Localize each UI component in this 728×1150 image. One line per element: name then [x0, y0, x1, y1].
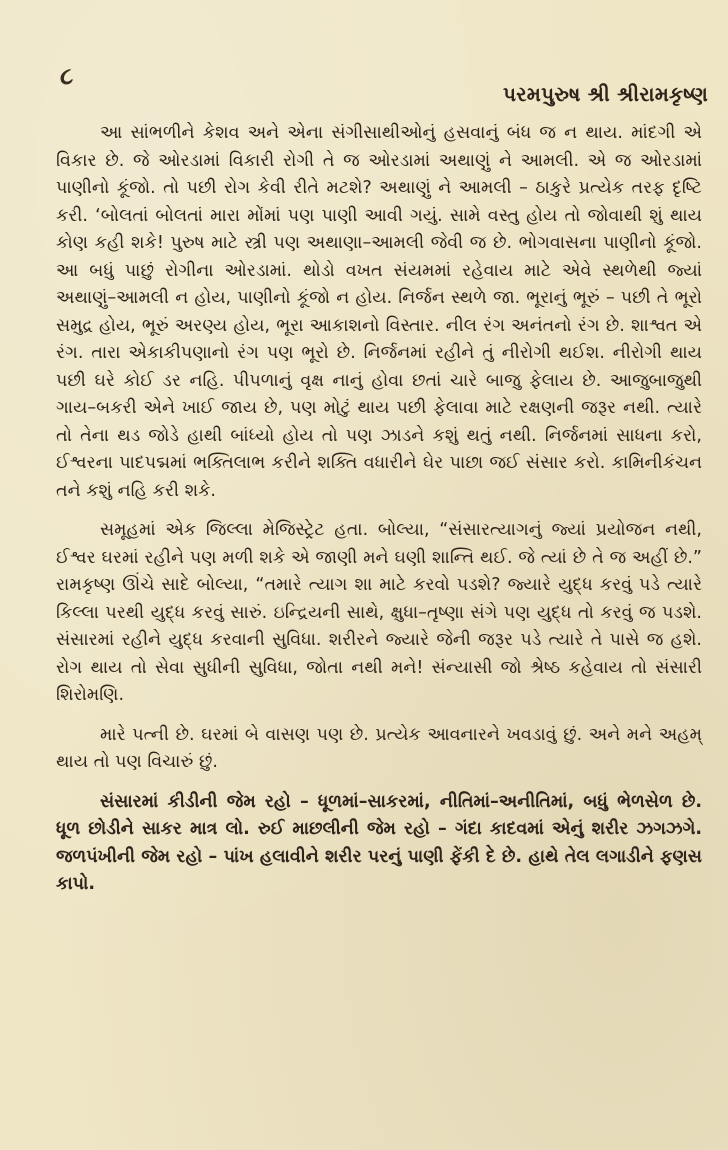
paragraph-2: સમૂહમાં એક જિલ્લા મેજિસ્ટ્રેટ હતા. બોલ્યા, “સંસારત્યાગનું જ્યાં પ્રયોજન નથી, ઈશ્વર ઘરમાં રહીને પણ મળી શકે એ જાણી મને ઘણી શાન્તિ થઈ. જે ત્યાં છે તે જ અહીં છે.” રામકૃષ્ણ ઊંચે સાદે બોલ્યા, “તમારે ત્યાગ શા માટે કરવો પડશે? જ્યારે યુદ્ધ કરવું પડે ત્યારે કિલ્લા પરથી યુદ્ધ કરવું સારું. ઇન્દ્રિયની સાથે, ક્ષુધા–તૃષ્ણા સંગે પણ યુદ્ધ તો કરવું જ પડશે. સંસારમાં રહીને યુદ્ધ કરવાની સુવિધા. શરીરને જ્યારે જેની જરૂર પડે ત્યારે તે પાસે જ હશે. રોગ થાય તો સેવા સુધીની સુવિધા, જોતા નથી મને! સંન્યાસી જો શ્રેષ્ઠ કહેવાય તો સંસારી શિરોમણિ.: [56, 520, 703, 705]
paragraph-4: સંસારમાં કીડીની જેમ રહો – ધૂળમાં–સાકરમાં, નીતિમાં–અનીતિમાં, બધું ભેળસેળ છે. ધૂળ છોડીને સાકર માત્ર લો. રુઈ માછલીની જેમ રહો – ગંદા કાદવમાં એનું શરીર ઝગઝગે. જળપંખીની જેમ રહો – પાંખ હલાવીને શરીર પરનું પાણી ફેંકી દે છે. હાથે તેલ લગાડીને ફણસ કાપો.: [56, 791, 702, 894]
page-body: [56, 120, 702, 911]
paragraph-1: આ સાંભળીને કેશવ અને એના સંગીસાથીઓનું હસવાનું બંધ જ ન થાય. માંદગી એ વિકાર છે. જે ઓરડામાં વિકારી રોગી તે જ ઓરડામાં અથાણું ને આમલી. એ જ ઓરડામાં પાણીનો કૂંજો. તો પછી રોગ કેવી રીતે મટશે? અથાણું ને આમલી – ઠાકુરે પ્રત્યેક તરફ દૃષ્ટિ કરી. ‘બોલતાં બોલતાં મારા મોંમાં પણ પાણી આવી ગયું. સામે વસ્તુ હોય તો જોવાથી શું થાય કોણ કહી શકે! પુરુષ માટે સ્ત્રી પણ અથાણા–આમલી જેવી જ છે. ભોગવાસના પાણીનો કૂંજો. આ બધું પાછું રોગીના ઓરડામાં. થોડો વખત સંયમમાં રહેવાય માટે એવે સ્થળેથી જ્યાં અથાણું–આમલી ન હોય, પાણીનો કૂંજો ન હોય. નિર્જન સ્થળે જા. ભૂરાનું ભૂરું – પછી તે ભૂરો સમુદ્ર હોય, ભૂરું અરણ્ય હોય, ભૂરા આકાશનો વિસ્તાર. નીલ રંગ અનંતનો રંગ છે. શાશ્વત એ રંગ. તારા એકાકીપણાનો રંગ પણ ભૂરો છે. નિર્જનમાં રહીને તું નીરોગી થઈશ. નીરોગી થાય પછી ઘરે કોઈ ડર નહિ. પીપળાનું વૃક્ષ નાનું હોવા છતાં ચારે બાજુ ફેલાય છે. આજુબાજુથી ગાય–બકરી એને ખાઈ જાય છે, પણ મોટું થાય પછી ફેલાવા માટે રક્ષણની જરૂર નથી. ત્યારે તો તેના થડ જોડે હાથી બાંધ્યો હોય તો પણ ઝાડને કશું થતું નથી. નિર્જનમાં સાધના કરો, ઈશ્વરના પાદપદ્મમાં ભક્તિલાભ કરીને શક્તિ વધારીને ઘેર પાછા જઈ સંસાર કરો. કામિનીકંચન તને કશું નહિ કરી શકે.: [56, 123, 702, 501]
page-number: ૮: [60, 62, 74, 90]
running-title: પરમપુરુષ શ્રી શ્રીરામકૃષ્ણ: [503, 82, 708, 106]
paragraph-3: મારે પત્ની છે. ઘરમાં બે વાસણ પણ છે. પ્રત્યેક આવનારને ખવડાવું છું. અને મને અહમ્ થાય તો પણ વિચારું છું.: [56, 724, 702, 772]
